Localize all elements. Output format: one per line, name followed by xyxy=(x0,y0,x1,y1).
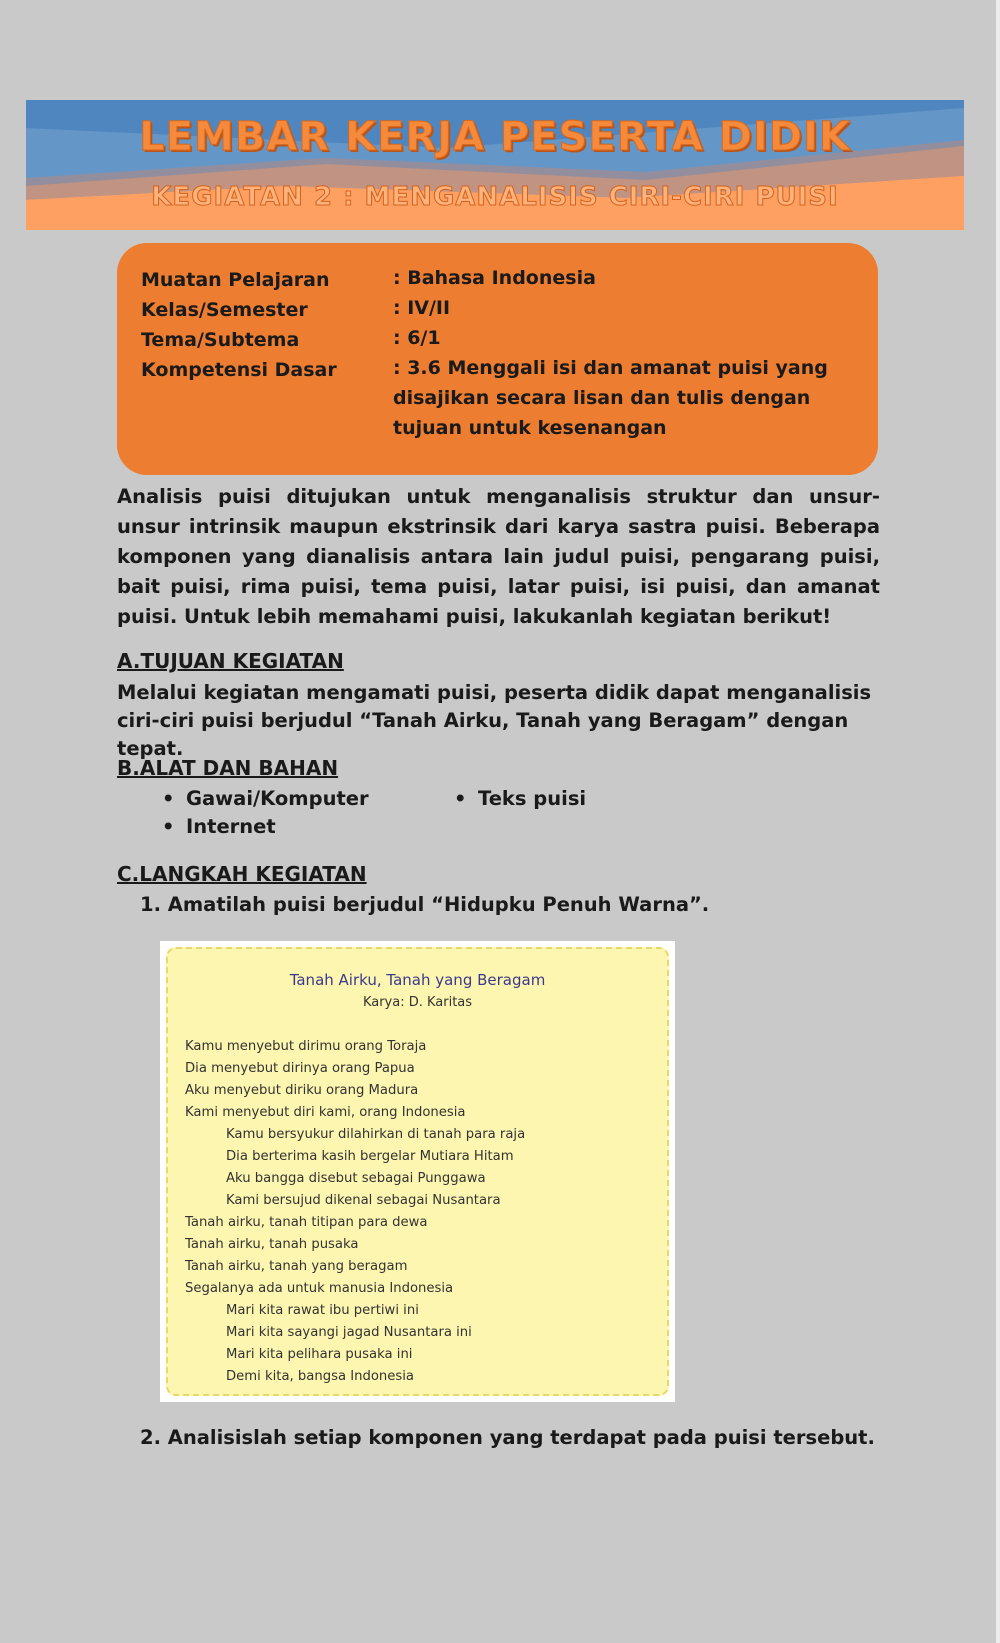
list-item: • Teks puisi xyxy=(454,787,586,810)
poem-line: Mari kita rawat ibu pertiwi ini xyxy=(226,1303,419,1318)
banner-subtitle: KEGIATAN 2 : MENGANALISIS CIRI-CIRI PUISI xyxy=(151,182,839,212)
info-label: Kelas/Semester xyxy=(141,299,308,321)
poem-line: Tanah airku, tanah pusaka xyxy=(185,1237,359,1252)
page-edge xyxy=(996,0,1000,1643)
info-label: Kompetensi Dasar xyxy=(141,359,337,381)
info-label: Tema/Subtema xyxy=(141,329,300,351)
list-item: • Internet xyxy=(162,815,276,838)
poem-line: Kami bersujud dikenal sebagai Nusantara xyxy=(226,1193,501,1208)
poem-author: Karya: D. Karitas xyxy=(362,995,473,1010)
step-2: 2. Analisislah setiap komponen yang terdapat pada puisi tersebut. xyxy=(140,1426,875,1449)
section-b-heading: B.ALAT DAN BAHAN xyxy=(117,756,339,780)
info-label: Muatan Pelajaran xyxy=(141,269,330,291)
poem-line: Mari kita pelihara pusaka ini xyxy=(226,1347,413,1362)
poem-line: Tanah airku, tanah titipan para dewa xyxy=(185,1215,428,1230)
section-a-text: Melalui kegiatan mengamati puisi, peserta didik dapat menganalisis ciri-ciri puisi berjudul “Tanah Airku, Tanah yang Beragam” dengan tepat. xyxy=(117,681,872,760)
section-c-heading: C.LANGKAH KEGIATAN xyxy=(117,862,367,886)
poem-title: Tanah Airku, Tanah yang Beragam xyxy=(289,971,546,989)
section-a-heading: A.TUJUAN KEGIATAN xyxy=(117,649,344,673)
info-value: : IV/II xyxy=(393,297,451,319)
info-value: : 3.6 Menggali isi dan amanat puisi yang disajikan secara lisan dan tulis dengan tujuan untuk kesenangan xyxy=(393,357,828,439)
poem-image xyxy=(160,941,675,1402)
poem-line: Aku bangga disebut sebagai Punggawa xyxy=(226,1171,486,1186)
poem-line: Aku menyebut diriku orang Madura xyxy=(185,1083,419,1098)
poem-line: Dia menyebut dirinya orang Papua xyxy=(185,1061,415,1076)
info-box xyxy=(117,243,878,475)
poem-line: Dia berterima kasih bergelar Mutiara Hitam xyxy=(226,1149,514,1164)
poem-card xyxy=(166,947,669,1396)
poem-line: Segalanya ada untuk manusia Indonesia xyxy=(185,1281,454,1296)
poem-line: Demi kita, bangsa Indonesia xyxy=(226,1369,415,1384)
intro-paragraph: Analisis puisi ditujukan untuk menganalisis struktur dan unsur-unsur intrinsik maupun ekstrinsik dari karya sastra puisi. Beberapa komponen yang dianalisis antara lain judul puisi, pengarang puisi, bait puisi, rima puisi, tema puisi, latar puisi, isi puisi, dan amanat puisi. Untuk lebih memahami puisi, lakukanlah kegiatan berikut! xyxy=(117,485,880,628)
poem-line: Kamu bersyukur dilahirkan di tanah para raja xyxy=(226,1127,526,1142)
poem-line: Kami menyebut diri kami, orang Indonesia xyxy=(185,1105,466,1120)
banner-title: LEMBAR KERJA PESERTA DIDIK xyxy=(139,114,851,160)
poem-line: Tanah airku, tanah yang beragam xyxy=(185,1259,408,1274)
poem-line: Kamu menyebut dirimu orang Toraja xyxy=(185,1039,427,1054)
list-item: • Gawai/Komputer xyxy=(162,787,369,810)
info-value: : 6/1 xyxy=(393,327,441,349)
poem-line: Mari kita sayangi jagad Nusantara ini xyxy=(226,1325,472,1340)
info-value: : Bahasa Indonesia xyxy=(393,267,596,289)
header-banner xyxy=(26,100,964,230)
step-1: 1. Amatilah puisi berjudul “Hidupku Penuh Warna”. xyxy=(140,893,710,916)
